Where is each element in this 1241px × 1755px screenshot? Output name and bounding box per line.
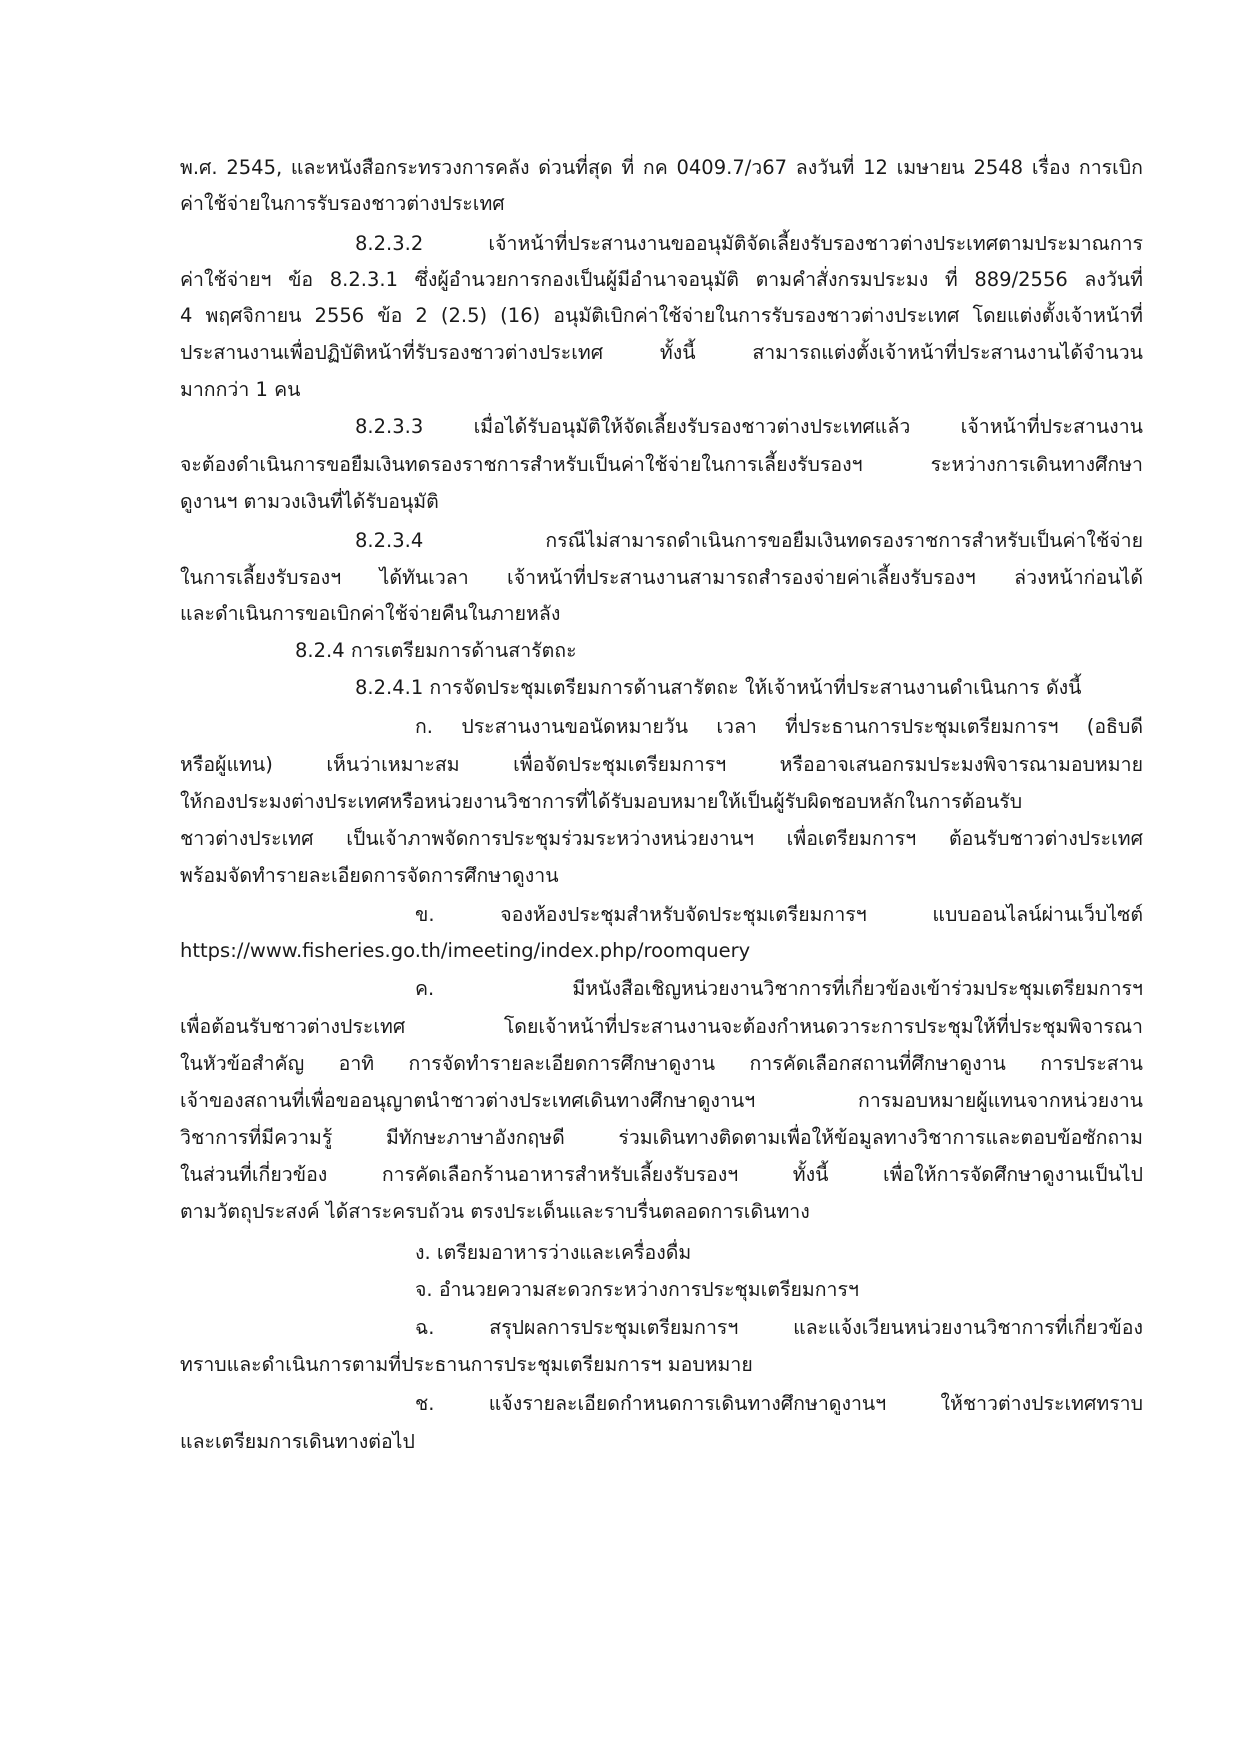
paragraph-line: ฉ. สรุปผลการประชุมเตรียมการฯ และแจ้งเวียนหน่วยงานวิชาการที่เกี่ยวข้อง — [415, 1316, 1143, 1339]
paragraph-line: ในหัวข้อสำคัญ อาทิ การจัดทำรายละเอียดการศึกษาดูงาน การคัดเลือกสถานที่ศึกษาดูงาน การประสาน — [180, 1052, 1143, 1075]
paragraph-line: เจ้าของสถานที่เพื่อขออนุญาตนำชาวต่างประเทศเดินทางศึกษาดูงานฯ การมอบหมายผู้แทนจากหน่วยงาน — [180, 1089, 1143, 1112]
paragraph-line: วิชาการที่มีความรู้ มีทักษะภาษาอังกฤษดี ร่วมเดินทางติดตามเพื่อให้ข้อมูลทางวิชาการและตอบข้อซักถาม — [180, 1126, 1143, 1149]
paragraph-line: ข. จองห้องประชุมสำหรับจัดประชุมเตรียมการฯ แบบออนไลน์ผ่านเว็บไซต์ — [415, 903, 1143, 926]
paragraph-line: ให้กองประมงต่างประเทศหรือหน่วยงานวิชาการที่ได้รับมอบหมายให้เป็นผู้รับผิดชอบหลักในการต้อนรับ — [180, 790, 1023, 813]
paragraph-line: 8.2.3.4 กรณีไม่สามารถดำเนินการขอยืมเงินทดรองราชการสำหรับเป็นค่าใช้จ่าย — [355, 529, 1143, 552]
paragraph-line: ตามวัตถุประสงค์ ได้สาระครบถ้วน ตรงประเด็นและราบรื่นตลอดการเดินทาง — [180, 1200, 810, 1223]
section-heading: 8.2.4 การเตรียมการด้านสารัตถะ — [295, 639, 577, 662]
paragraph-line: ดูงานฯ ตามวงเงินที่ได้รับอนุมัติ — [180, 490, 439, 513]
paragraph-line: ค่าใช้จ่ายฯ ข้อ 8.2.3.1 ซึ่งผู้อำนวยการกองเป็นผู้มีอำนาจอนุมัติ ตามคำสั่งกรมประมง ที่ 889/2556 ลงวันที่ — [180, 268, 1143, 291]
paragraph-line: พร้อมจัดทำรายละเอียดการจัดการศึกษาดูงาน — [180, 864, 559, 887]
paragraph-line: พ.ศ. 2545, และหนังสือกระทรวงการคลัง ด่วนที่สุด ที่ กค 0409.7/ว67 ลงวันที่ 12 เมษายน 2548 เรื่อง การเบิก — [180, 156, 1143, 179]
paragraph-line: ค่าใช้จ่ายในการรับรองชาวต่างประเทศ — [180, 192, 505, 215]
paragraph-line: และเตรียมการเดินทางต่อไป — [180, 1430, 415, 1453]
paragraph-line: 8.2.3.2 เจ้าหน้าที่ประสานงานขออนุมัติจัดเลี้ยงรับรองชาวต่างประเทศตามประมาณการ — [355, 232, 1143, 255]
paragraph-line: หรือผู้แทน) เห็นว่าเหมาะสม เพื่อจัดประชุมเตรียมการฯ หรืออาจเสนอกรมประมงพิจารณามอบหมาย — [180, 753, 1143, 776]
paragraph-line: มากกว่า 1 คน — [180, 378, 301, 401]
url-line: https://www.fisheries.go.th/imeeting/index.php/roomquery — [180, 939, 751, 962]
paragraph-line: ก. ประสานงานขอนัดหมายวัน เวลา ที่ประธานการประชุมเตรียมการฯ (อธิบดี — [415, 715, 1143, 738]
paragraph-line: 8.2.4.1 การจัดประชุมเตรียมการด้านสารัตถะ ให้เจ้าหน้าที่ประสานงานดำเนินการ ดังนี้ — [355, 676, 1082, 699]
paragraph-line: เพื่อต้อนรับชาวต่างประเทศ โดยเจ้าหน้าที่ประสานงานจะต้องกำหนดวาระการประชุมให้ที่ประชุมพิจารณา — [180, 1015, 1143, 1038]
paragraph-line: จะต้องดำเนินการขอยืมเงินทดรองราชการสำหรับเป็นค่าใช้จ่ายในการเลี้ยงรับรองฯ ระหว่างการเดินทางศึกษา — [180, 453, 1143, 476]
paragraph-line: ช. แจ้งรายละเอียดกำหนดการเดินทางศึกษาดูงานฯ ให้ชาวต่างประเทศทราบ — [415, 1392, 1143, 1415]
paragraph-line: และดำเนินการขอเบิกค่าใช้จ่ายคืนในภายหลัง — [180, 602, 561, 625]
paragraph-line: ค. มีหนังสือเชิญหน่วยงานวิชาการที่เกี่ยวข้องเข้าร่วมประชุมเตรียมการฯ — [415, 977, 1143, 1000]
paragraph-line: ในส่วนที่เกี่ยวข้อง การคัดเลือกร้านอาหารสำหรับเลี้ยงรับรองฯ ทั้งนี้ เพื่อให้การจัดศึกษาดูงานเป็นไป — [180, 1163, 1143, 1186]
paragraph-line: ทราบและดำเนินการตามที่ประธานการประชุมเตรียมการฯ มอบหมาย — [180, 1353, 753, 1376]
paragraph-line: 4 พฤศจิกายน 2556 ข้อ 2 (2.5) (16) อนุมัติเบิกค่าใช้จ่ายในการรับรองชาวต่างประเทศ โดยแต่งตั้งเจ้าหน้าที่ — [180, 304, 1143, 327]
paragraph-line: จ. อำนวยความสะดวกระหว่างการประชุมเตรียมการฯ — [415, 1278, 859, 1301]
paragraph-line: 8.2.3.3 เมื่อได้รับอนุมัติให้จัดเลี้ยงรับรองชาวต่างประเทศแล้ว เจ้าหน้าที่ประสานงาน — [355, 415, 1143, 438]
paragraph-line: ง. เตรียมอาหารว่างและเครื่องดื่ม — [415, 1241, 692, 1264]
paragraph-line: ประสานงานเพื่อปฏิบัติหน้าที่รับรองชาวต่างประเทศ ทั้งนี้ สามารถแต่งตั้งเจ้าหน้าที่ประสานงานได้จำนวน — [180, 341, 1143, 364]
paragraph-line: ในการเลี้ยงรับรองฯ ได้ทันเวลา เจ้าหน้าที่ประสานงานสามารถสำรองจ่ายค่าเลี้ยงรับรองฯ ล่วงหน้าก่อนได้ — [180, 566, 1143, 589]
paragraph-line: ชาวต่างประเทศ เป็นเจ้าภาพจัดการประชุมร่วมระหว่างหน่วยงานฯ เพื่อเตรียมการฯ ต้อนรับชาวต่างประเทศ — [180, 827, 1143, 850]
